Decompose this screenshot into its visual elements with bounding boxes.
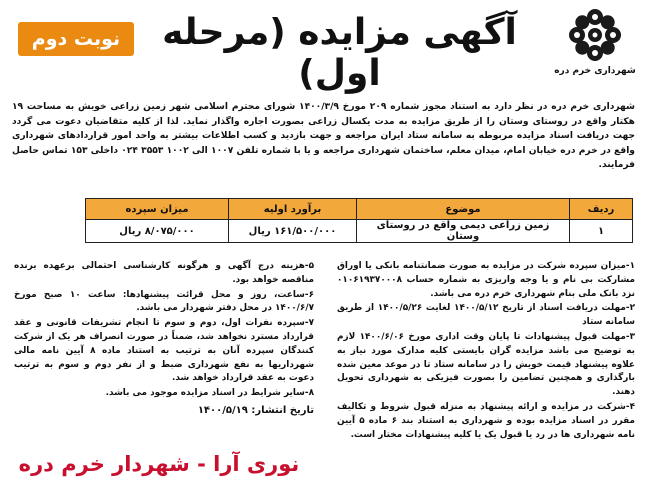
notice-title: آگهی مزایده (مرحله اول) — [162, 12, 517, 94]
logo-flower-icon — [566, 6, 624, 64]
header-estimate: برآورد اولیه — [229, 199, 357, 220]
table-row — [86, 220, 633, 243]
mayor-signature: نوری آرا - شهردار خرم دره — [18, 452, 300, 476]
condition-item: ۸-سایر شرایط در اسناد مزایده موجود می باشد. — [105, 388, 314, 399]
condition-item: ۶-ساعت، روز و محل قرائت پیشنهادها: ساعت ۱۰ صبح مورخ ۱۴۰۰/۶/۷ در محل دفتر شهردار می باشد. — [14, 289, 314, 314]
municipality-logo — [549, 6, 641, 90]
condition-item: ۲-مهلت دریافت اسناد از تاریخ ۱۴۰۰/۵/۱۲ لغایت ۱۴۰۰/۵/۲۶ از طریق سامانه ستاد — [337, 303, 635, 328]
condition-item: ۳-مهلت قبول پیشنهادات تا پایان وقت اداری مورخ ۱۴۰۰/۶/۰۶ لازم به توضیح می باشد مزایده گران بایستی کلیه مدارک مورد نیاز به علاوه پیشنهاد قیمت خویش را در سامانه ستاد تا در موعد معین شده بارگذاری و همچنین تضامین را بصورت فیزیکی به شهرداری تحویل دهند. — [337, 331, 636, 398]
cell-estimate: ۱۶۱/۵۰۰/۰۰۰ ریال — [229, 220, 357, 243]
conditions-left-column — [14, 260, 314, 419]
publish-date: تاریخ انتشار: ۱۴۰۰/۵/۱۹ — [197, 404, 314, 416]
condition-item: ۷-سپرده نفرات اول، دوم و سوم تا انجام تشریفات قانونی و عقد قرارداد مسترد نخواهد شد، ضمناً در صورت انصراف هر یک از شرکت کنندگان سپرده آنان به ترتیب به استناد ماده ۸ آیین نامه مالی شهرداریها به نفع شهرداری ضبط و از نفر دوم و سوم به ترتیب دعوت به عقد قرارداد خواهد شد. — [14, 318, 314, 384]
header-deposit: میزان سپرده — [86, 199, 229, 220]
auction-table — [85, 198, 633, 243]
cell-subject: زمین زراعی دیمی واقع در روستای وستان — [357, 220, 570, 243]
header-subject: موضوع — [357, 199, 570, 220]
header-row-number: ردیف — [570, 199, 633, 220]
round-badge: نوبت دوم — [18, 22, 134, 56]
intro-paragraph: شهرداری خرم دره در نظر دارد به استناد مجوز شماره ۲۰۹ مورخ ۱۴۰۰/۳/۹ شورای محترم اسلامی شهر زمین زراعی خویش به مساحت ۱۹ هکتار واقع در روستای وستان را از طریق مزایده به مدت یکسال زراعی بصورت اجاره واگذار نماید. لذا از کلیه متقاضیان دعوت می گردد جهت دریافت اسناد مزایده مربوطه به سامانه ستاد ایران مراجعه و جهت بازدید و کسب اطلاعات بیشتر به واحد امور قراردادهای شهرداری واقع در خرم دره خیابان امام، میدان معلم، ساختمان شهرداری مراجعه و یا با شماره تلفن ۱۰۰۷ الی ۱۰۰۲ ۳۵۵۳ ۰۲۴ داخلی ۱۵۳ تماس حاصل فرمایند. — [12, 102, 635, 171]
cell-deposit: ۸/۰۷۵/۰۰۰ ریال — [86, 220, 229, 243]
cell-row-number: ۱ — [570, 220, 633, 243]
condition-item: ۵-هزینه درج آگهی و هرگونه کارشناسی احتمالی برعهده برنده مناقصه خواهد بود. — [14, 261, 314, 285]
logo-text: شهرداری خرم دره — [554, 66, 636, 76]
conditions-right-column — [337, 260, 635, 443]
condition-item: ۴-شرکت در مزایده و ارائه پیشنهاد به منزله قبول شروط و تکالیف مقرر در اسناد مزایده بوده و شهرداری به استناد بند ۶ ماده ۵ آیین نامه شهرداری ها در رد یا قبول یک یا کلیه پیشنهادات مختار است. — [337, 401, 636, 440]
condition-item: ۱-میزان سپرده شرکت در مزایده به صورت ضمانتنامه بانکی یا اوراق مشارکت بی نام و یا وجه واریزی به شماره حساب ۰۱۰۶۱۹۳۷۰۰۰۸ نزد بانک ملی بنام شهرداری خرم دره می باشد. — [337, 261, 635, 299]
table-header-row — [86, 199, 633, 220]
